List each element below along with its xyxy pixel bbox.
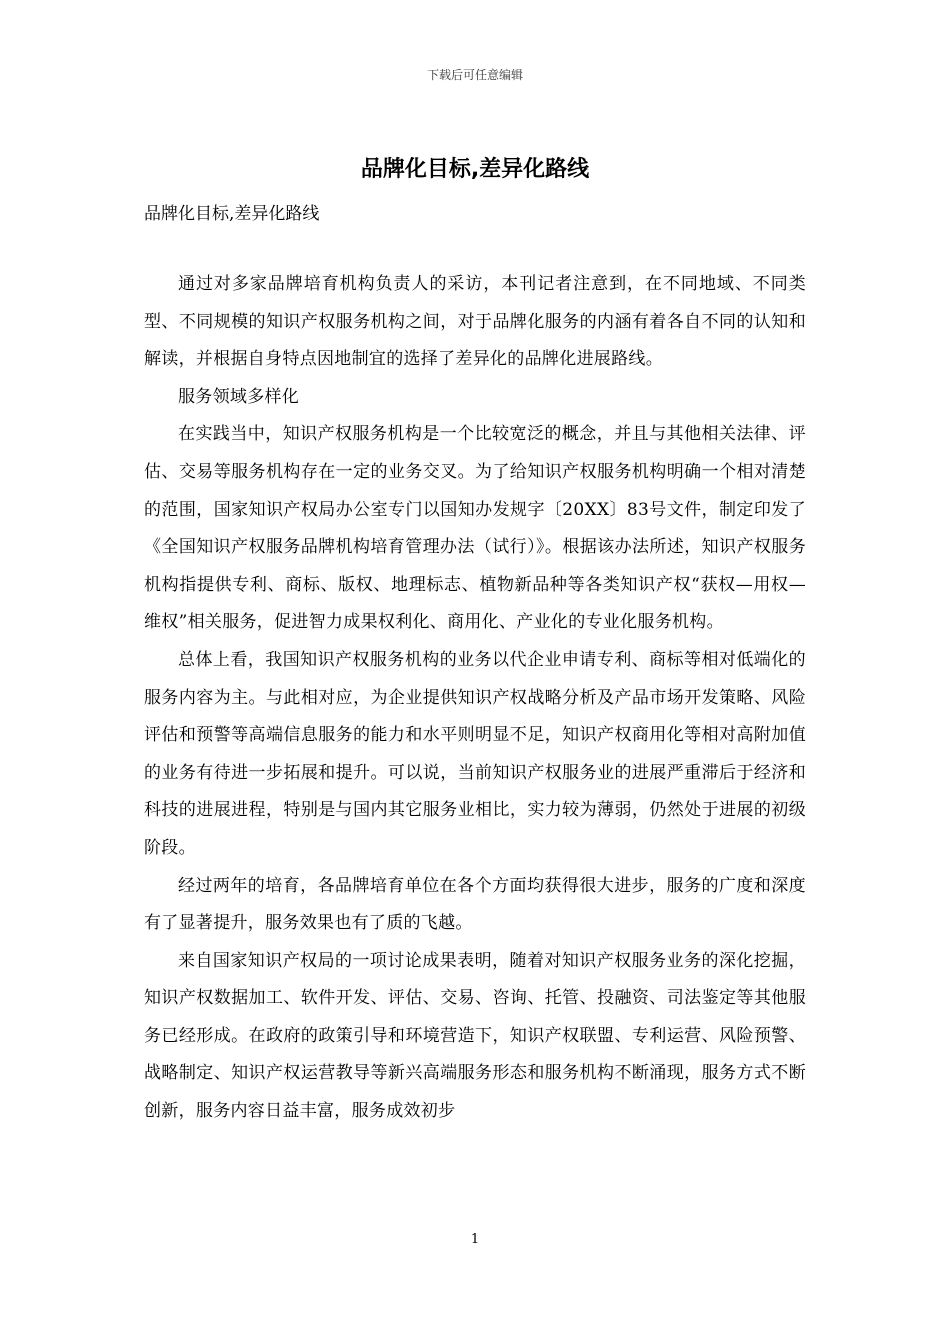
page-number: 1 (470, 1232, 480, 1247)
document-body (144, 266, 806, 1131)
body-paragraph: 总体上看，我国知识产权服务机构的业务以代企业申请专利、商标等相对低端化的服务内容为主。与此相对应，为企业提供知识产权战略分析及产品市场开发策略、风险评估和预警等高端信息服务的能力和水平则明显不足，知识产权商用化等相对高附加值的业务有待进一步拓展和提升。可以说，当前知识产权服务业的进展严重滞后于经济和科技的进展进程，特别是与国内其它服务业相比，实力较为薄弱，仍然处于进展的初级阶段。 (144, 649, 806, 858)
body-paragraph: 在实践当中，知识产权服务机构是一个比较宽泛的概念，并且与其他相关法律、评估、交易等服务机构存在一定的业务交叉。为了给知识产权服务机构明确一个相对清楚的范围，国家知识产权局办公室专门以国知办发规字〔20XX〕83号文件，制定印发了《全国知识产权服务品牌机构培育管理办法（试行）》。根据该办法所述，知识产权服务机构指提供专利、商标、版权、地理标志、植物新品种等各类知识产权“获权—用权—维权”相关服务，促进智力成果权利化、商用化、产业化的专业化服务机构。 (144, 424, 806, 633)
body-paragraph: 来自国家知识产权局的一项讨论成果表明，随着对知识产权服务业务的深化挖掘，知识产权数据加工、软件开发、评估、交易、咨询、托管、投融资、司法鉴定等其他服务已经形成。在政府的政策引导和环境营造下，知识产权联盟、专利运营、风险预警、战略制定、知识产权运营教导等新兴高端服务形态和服务机构不断涌现，服务方式不断创新，服务内容日益丰富，服务成效初步 (144, 950, 806, 1122)
section-heading: 服务领域多样化 (178, 386, 300, 407)
body-paragraph: 通过对多家品牌培育机构负责人的采访，本刊记者注意到，在不同地域、不同类型、不同规模的知识产权服务机构之间，对于品牌化服务的内涵有着各自不同的认知和解读，并根据自身特点因地制宜的选择了差异化的品牌化进展路线。 (144, 274, 806, 370)
document-title: 品牌化目标,差异化路线 (360, 157, 590, 182)
page-header-note: 下载后可任意编辑 (426, 68, 523, 82)
document-subtitle: 品牌化目标,差异化路线 (144, 204, 320, 224)
body-paragraph: 经过两年的培育，各品牌培育单位在各个方面均获得很大进步，服务的广度和深度有了显著提升，服务效果也有了质的飞越。 (144, 875, 806, 934)
